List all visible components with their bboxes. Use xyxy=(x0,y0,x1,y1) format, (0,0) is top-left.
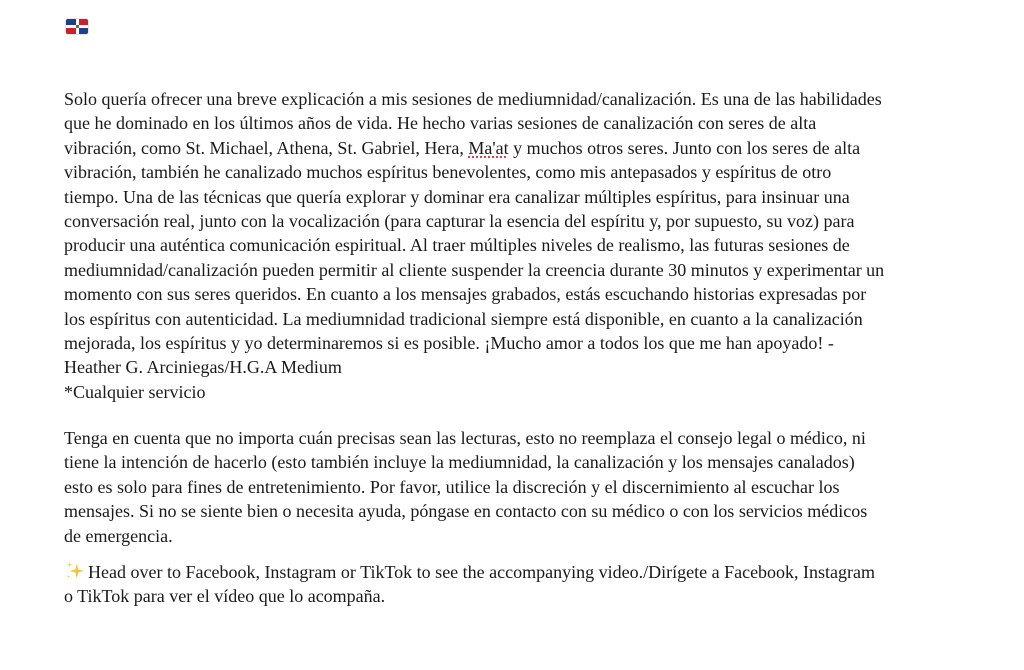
text-line: o TikTok para ver el vídeo que lo acompaña. xyxy=(64,586,386,607)
text-segment: Head over to Facebook, Instagram or TikTok to see the accompanying video./Dirígete a Facebook, Instagram xyxy=(88,562,876,582)
dominican-republic-flag-icon xyxy=(66,19,88,34)
text-line: que he dominado en los últimos años de vida. He hecho varias sesiones de canalización con seres de alta xyxy=(64,113,817,134)
spellcheck-word[interactable]: Ma'at xyxy=(468,137,509,158)
text-line: mejorada, los espíritus y yo determinaremos si es posible. ¡Mucho amor a todos los que me han apoyado! - xyxy=(64,333,834,354)
text-line: tiempo. Una de las técnicas que quería explorar y dominar era canalizar múltiples espíritus, para insinuar una xyxy=(64,186,850,207)
flag-seal xyxy=(76,25,79,28)
service-note xyxy=(64,380,964,426)
text-line: producir una auténtica comunicación espiritual. Al traer múltiples niveles de realismo, las futuras sesiones de xyxy=(64,235,850,256)
text-line: esto es solo para fines de entretenimiento. Por favor, utilice la discreción y el discernimiento al escuchar los xyxy=(64,476,840,497)
signature-line: Heather G. Arciniegas/H.G.A Medium xyxy=(64,357,342,378)
text-line: de emergencia. xyxy=(64,525,173,546)
text-segment: y muchos otros seres. Junto con los seres de alta xyxy=(508,137,861,158)
disclaimer-paragraph xyxy=(64,426,964,560)
text-line: mediumnidad/canalización pueden permitir al cliente suspender la creencia durante 30 minutos y experimentar un xyxy=(64,259,885,280)
text-line: Tenga en cuenta que no importa cuán precisas sean las lecturas, esto no reemplaza el consejo legal o médico, ni xyxy=(64,428,866,448)
text-line: mensajes. Si no se siente bien o necesita ayuda, póngase en contacto con su médico o con los servicios médicos xyxy=(64,501,868,522)
intro-paragraph xyxy=(64,87,964,380)
text-line: tiene la intención de hacerlo (esto también incluye la mediumnidad, la canalización y los mensajes canalados) xyxy=(64,452,855,473)
text-line: conversación real, junto con la vocalización (para capturar la esencia del espíritu y, por supuesto, su voz) para xyxy=(64,211,855,232)
text-segment: vibración, como St. Michael, Athena, St. Gabriel, Hera, xyxy=(64,137,469,158)
text-line: Solo quería ofrecer una breve explicación a mis sesiones de mediumnidad/canalización. Es una de las habilidades xyxy=(64,89,882,109)
text-line: los espíritus con autenticidad. La mediumnidad tradicional siempre está disponible, en cuanto a la canalización xyxy=(64,308,863,329)
text-line: *Cualquier servicio xyxy=(64,382,206,402)
text-line: momento con sus seres queridos. En cuanto a los mensajes grabados, estás escuchando historias expresadas por xyxy=(64,284,867,305)
text-line: vibración, también he canalizado muchos espíritus benevolentes, como mis antepasados y espíritus de otro xyxy=(64,162,832,183)
document-body xyxy=(64,87,964,609)
social-paragraph xyxy=(64,560,964,609)
sparkles-icon xyxy=(64,560,86,582)
text-line xyxy=(64,136,964,160)
text-line xyxy=(64,560,964,584)
